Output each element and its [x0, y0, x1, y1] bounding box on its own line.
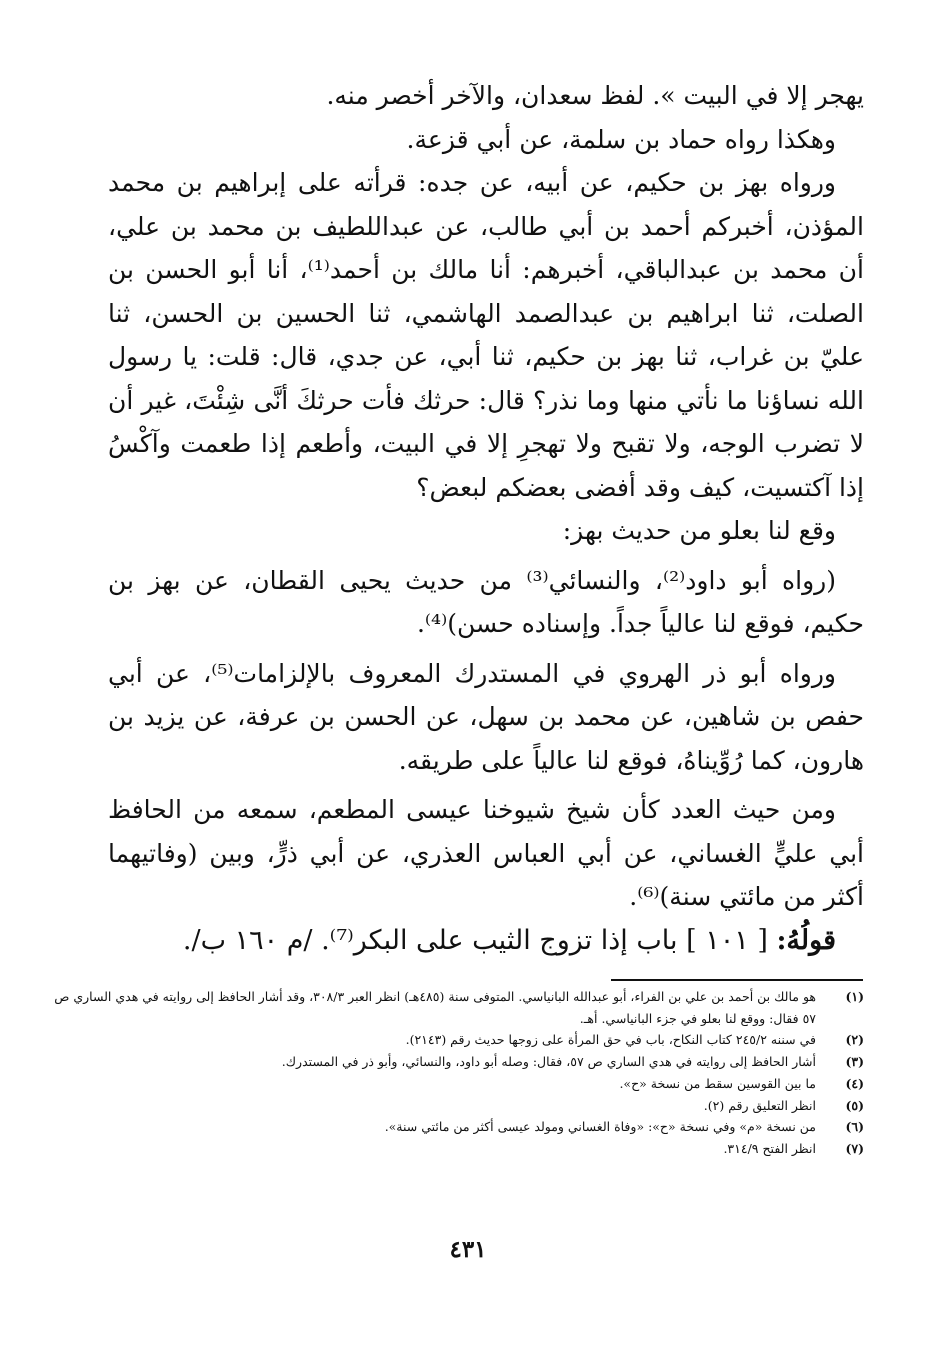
paragraph-4: وقع لنا بعلو من حديث بهز: — [562, 516, 836, 545]
footnote-text: انظر الفتح ٣١٤/٩. — [723, 1140, 816, 1156]
footnote-item — [40, 1095, 864, 1117]
footnote-text: من نسخة «م» وفي نسخة «ح»: «وفاة الغساني ومولد عيسى أكثر من مائتي سنة». — [384, 1119, 816, 1135]
footnote-text: ما بين القوسين سقط من نسخة «ح». — [619, 1075, 816, 1091]
paragraph-6: ورواه أبو ذر الهروي في المستدرك المعروف بالإلزامات⁽⁵⁾، عن أبي حفص بن شاهين، عن محمد بن سهل، عن الحسن بن عرفة، عن يزيد بن هارون، كما رُوِّيناهُ، فوقع لنا عالياً على طريقه. — [108, 658, 864, 775]
footnote-number: (٦) — [845, 1119, 864, 1135]
footnote-number: (١) — [845, 989, 864, 1004]
paragraph-5: (رواه أبو داود⁽²⁾، والنسائي⁽³⁾ من حديث يحيى القطان، عن بهز بن حكيم، فوقع لنا عالياً جداً. وإسناده حسن)⁽⁴⁾. — [108, 565, 864, 638]
footnote-number: (٤) — [845, 1075, 864, 1091]
footnote-item — [40, 1138, 864, 1160]
paragraph-7: ومن حيث العدد كأن شيخ شيوخنا عيسى المطعم، سمعه من الحافظ أبي عليٍّ الغساني، عن أبي العباس العذري، عن أبي ذرٍّ، وبين (وفاتيهما أكثر من مائتي سنة)⁽⁶⁾. — [108, 795, 864, 911]
footnote-number: (٢) — [845, 1032, 864, 1048]
footnote-number: (٣) — [845, 1054, 864, 1070]
footnote-item — [40, 1029, 864, 1051]
footnote-text: أشار الحافظ إلى روايته في هدي الساري ص ٥٧، فقال: وصله أبو داود، والنسائي، وأبو ذر في المستدرك. — [281, 1054, 816, 1070]
heading-text: [ ١٠١ ] باب إذا تزوج الثيب على البكر⁽⁷⁾. /م ١٦٠ ب/. — [182, 924, 768, 956]
footnote-item — [40, 1051, 864, 1073]
page-number: ٤٣١ — [449, 1236, 487, 1263]
paragraph-1: يهجر إلا في البيت ». لفظ سعدان، والآخر أخصر منه. — [326, 81, 864, 110]
footnote-number: (٥) — [845, 1097, 864, 1113]
footnotes — [40, 986, 864, 1160]
chapter-heading — [108, 919, 864, 963]
footnote-item — [40, 986, 864, 1029]
footnote-text: هو مالك بن أحمد بن علي بن الفراء، أبو عبدالله البانياسي. المتوفى سنة (٤٨٥هـ) انظر العبر ٣٠٨/٣، وقد أشار الحافظ إلى روايته في هدي الساري ص ٥٧ فقال: ووقع لنا بعلو في جزء البانياسي. أهـ. — [54, 989, 816, 1026]
paragraph-3: ورواه بهز بن حكيم، عن أبيه، عن جده: قرأته على إبراهيم بن محمد المؤذن، أخبركم أحمد بن أبي طالب، عن عبداللطيف بن محمد بن علي، أن محمد بن عبدالباقي، أخبرهم: أنا مالك بن أحمد⁽¹⁾، أنا أبو الحسن بن الصلت، ثنا ابراهيم بن عبدالصمد الهاشمي، ثنا الحسين بن الحسن، ثنا عليّ بن غراب، ثنا بهز بن حكيم، ثنا أبي، عن جدي، قال: قلت: يا رسول الله نساؤنا ما نأتي منها وما نذر؟ قال: حرثك فأت حرثكَ أنَّى شِئْتَ، غير أن لا تضرب الوجه، ولا تقبح ولا تهجرِ إلا في البيت، وأطعم إذا طعمت وآكْسُ إذا آكتسيت، كيف وقد أفضى بعضكم لبعض؟ — [108, 168, 864, 502]
footnote-item — [40, 1073, 864, 1095]
footnote-text: انظر التعليق رقم (٢). — [703, 1097, 816, 1113]
main-text — [108, 74, 864, 962]
footnote-divider — [611, 979, 863, 981]
footnote-number: (٧) — [845, 1140, 864, 1156]
heading-label: قولُهُ: — [776, 924, 836, 956]
footnote-item — [40, 1116, 864, 1138]
footnote-text: في سننه ٢٤٥/٢ كتاب النكاح، باب في حق المرأة على زوجها حديث رقم (٢١٤٣). — [405, 1032, 816, 1048]
paragraph-2: وهكذا رواه حماد بن سلمة، عن أبي قزعة. — [406, 124, 836, 154]
